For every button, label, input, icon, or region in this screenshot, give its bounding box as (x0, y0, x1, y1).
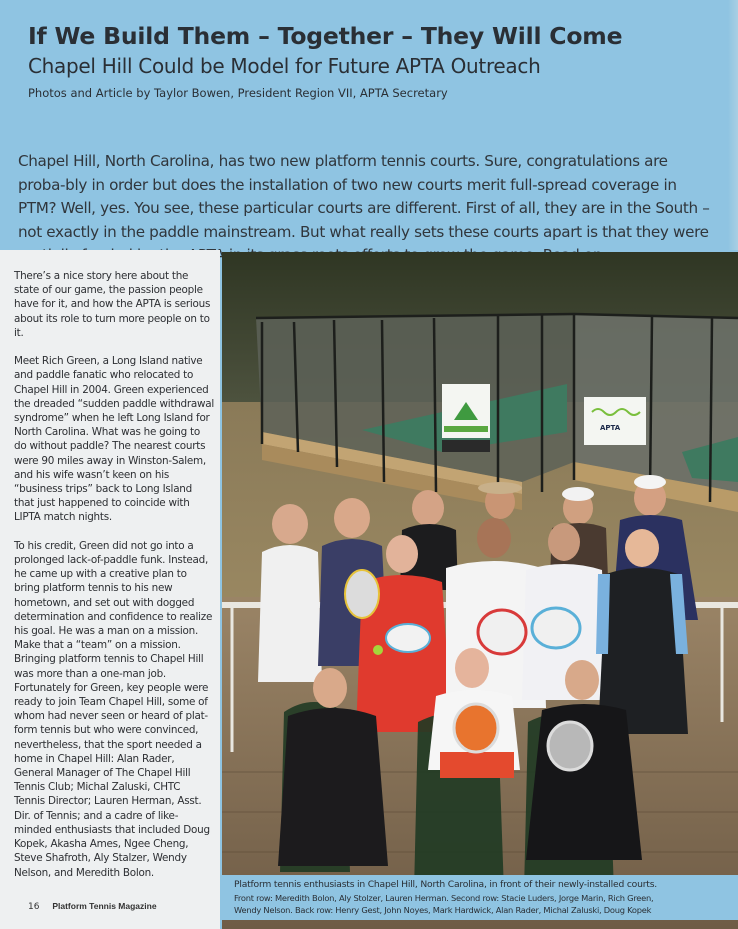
body-text (14, 269, 214, 894)
article-byline: Photos and Article by Taylor Bowen, President Region VII, APTA Secretary (28, 86, 448, 100)
body-text-column (0, 250, 220, 929)
caption-line: Front row: Meredith Bolon, Aly Stolzer, Lauren Herman. Second row: Stacie Luders, Jorge Marin, Rich Green, (234, 893, 654, 903)
page-footer (28, 901, 157, 912)
apta-sign-text: APTA (600, 424, 621, 432)
group-photo (222, 252, 738, 929)
article-title: If We Build Them – Together – They Will Come (28, 22, 623, 50)
article-lede: Chapel Hill, North Carolina, has two new platform tennis courts. Sure, congratulations are proba-bly in order but does the installation of two new courts merit full-spread coverage in PTM? Well, yes. You see, these particular courts are different. First of all, they are in the South – not exactly in the paddle mainstream. But what really sets these courts apart is that they were (18, 152, 710, 241)
article-subtitle: Chapel Hill Could be Model for Future APTA Outreach (28, 54, 541, 78)
article-header (0, 0, 738, 250)
body-paragraph: To his credit, Green did not go into a prolonged lack-of-paddle funk. Instead, he came up with a creative plan to bring platform tennis to his new hometown, and set out with dogged determination and confidence to realize his goal. He was a man on a mission. (14, 539, 213, 638)
court-sign-apta (584, 397, 646, 445)
body-paragraph: Meet Rich Green, a Long Island native and paddle fanatic who relocated to Chapel Hill in 2004. Green experienced the dreaded “sudden paddle withdrawal syndrome” when he left Long Island for North Carolina. What was he going to do without paddle? The nearest courts were 90 miles away in Winston-Salem, and his wife wasn’t keen on his “business trips” back to Long Island that just happened to coincide with LIPTA match nights. (14, 355, 215, 524)
page-number: 16 (28, 902, 40, 912)
caption-line: Platform tennis enthusiasts in Chapel Hill, North Carolina, in front of their newly-installed courts. (234, 879, 657, 890)
page-edge-shading (728, 0, 738, 250)
caption-line: Wendy Nelson. Back row: Henry Gest, John Noyes, Mark Hardwick, Alan Rader, Michal Zaluski, Doug Kopek (234, 905, 652, 915)
body-paragraph: Make that a “team” on a mission. Bringing platform tennis to Chapel Hill was more than a one-man job. Fortunately for Green, key people were ready to join Team Chapel Hill, some of whom had never seen or heard of plat-form tennis but who were convinced, nevertheless, that the sport needed a home in Chapel Hill: Alan Rader, General Manager of The Chapel Hill Tennis Club; Michal Zaluski, CHTC Tennis Director; Lauren Herman, Asst. Dir. of Tennis; and a cadre of like-minded enthusiasts that included Doug Kopek, Akasha Ames, Ngee Cheng, Steve Shafroth, Aly Stalzer, Wendy Nelson, and Meredith Bolon. (14, 639, 210, 879)
photo-caption (222, 875, 738, 920)
body-paragraph: There’s a nice story here about the state of our game, the passion people have for it, and how the APTA is serious about its role to turn more people on to it. (14, 270, 211, 339)
magazine-name: Platform Tennis Magazine (52, 901, 157, 911)
photo-illustration (222, 252, 738, 929)
